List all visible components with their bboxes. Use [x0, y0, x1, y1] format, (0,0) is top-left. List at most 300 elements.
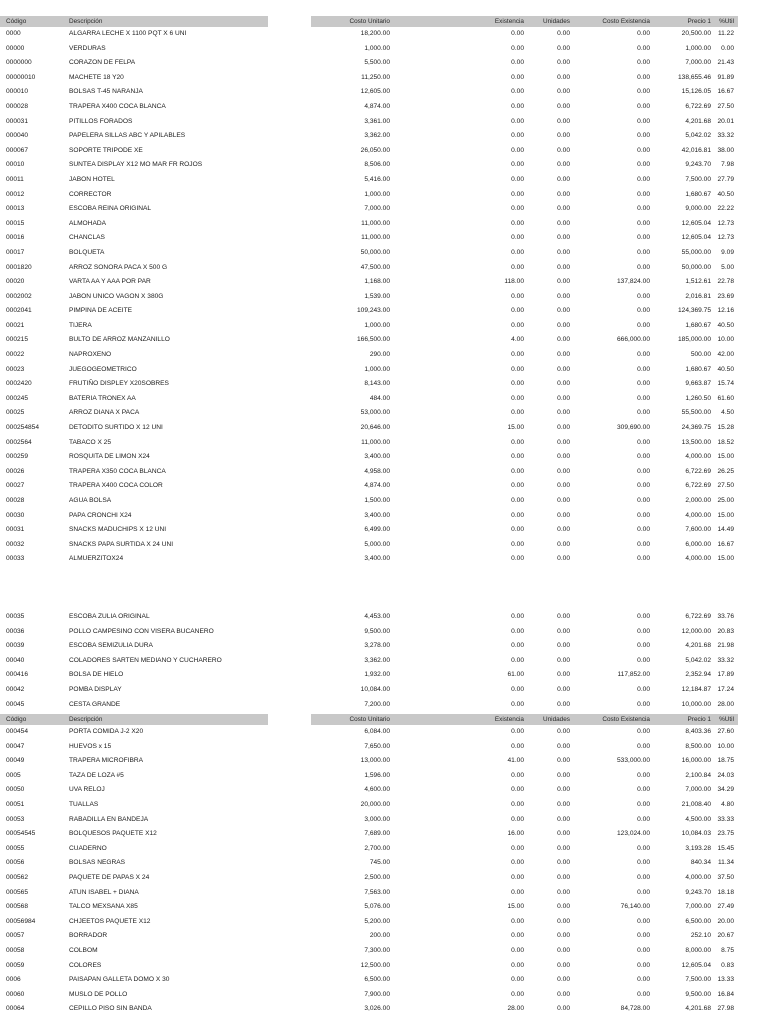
cell-precio1: 2,000.00 — [685, 497, 711, 504]
cell-costo-unitario: 5,000.00 — [364, 540, 390, 548]
cell-unidades: 0.00 — [557, 844, 570, 852]
cell-costo-unitario: 11,000.00 — [361, 438, 390, 446]
cell-util: 20.00 — [717, 917, 734, 925]
cell-existencia: 0.00 — [511, 175, 524, 183]
cell-codigo: 00036 — [6, 627, 25, 635]
cell-costo-existencia: 0.00 — [637, 888, 650, 896]
cell-costo-unitario: 13,000.00 — [360, 757, 390, 765]
table-row — [0, 71, 768, 86]
cell-codigo: 00053 — [6, 815, 25, 823]
cell-codigo: 000031 — [6, 117, 29, 125]
cell-existencia: 0.00 — [511, 161, 524, 169]
cell-codigo: 00055 — [6, 844, 25, 852]
table-row — [0, 509, 768, 524]
table-row — [0, 100, 768, 115]
cell-util: 38.00 — [717, 146, 734, 154]
cell-util: 27.50 — [717, 102, 734, 110]
cell-util: 8.75 — [721, 946, 734, 954]
cell-costo-unitario: 5,500.00 — [364, 59, 390, 67]
cell-existencia: 0.00 — [511, 786, 524, 794]
cell-costo-unitario: 745.00 — [369, 859, 390, 867]
cell-existencia: 0.00 — [511, 351, 524, 359]
cell-existencia: 0.00 — [511, 438, 524, 446]
cell-existencia: 0.00 — [511, 409, 524, 417]
cell-existencia: 0.00 — [511, 946, 524, 954]
header-costo-existencia: Costo Existencia — [602, 716, 650, 723]
cell-precio1: 55,500.00 — [681, 409, 711, 417]
cell-descripcion: JABON UNICO VAGON X 380G — [69, 292, 164, 300]
cell-codigo: 00023 — [6, 365, 25, 373]
cell-costo-existencia: 0.00 — [637, 175, 650, 183]
cell-descripcion: BATERIA TRONEX AA — [69, 394, 136, 402]
cell-unidades: 0.00 — [557, 917, 570, 925]
cell-util: 7.98 — [721, 161, 734, 169]
cell-costo-unitario: 10,084.00 — [360, 685, 390, 693]
cell-existencia: 0.00 — [511, 497, 524, 504]
cell-existencia: 0.00 — [511, 321, 524, 329]
cell-codigo: 000028 — [6, 102, 29, 110]
cell-existencia: 0.00 — [511, 800, 524, 808]
cell-codigo: 00026 — [6, 467, 25, 475]
cell-costo-unitario: 3,278.00 — [364, 642, 390, 650]
table-row — [0, 144, 768, 159]
cell-existencia: 0.00 — [511, 205, 524, 213]
cell-codigo: 000259 — [6, 453, 29, 461]
cell-unidades: 0.00 — [557, 467, 570, 475]
cell-costo-unitario: 4,958.00 — [364, 467, 390, 475]
cell-codigo: 000040 — [6, 132, 29, 140]
cell-precio1: 9,500.00 — [685, 990, 711, 998]
cell-util: 11.22 — [717, 30, 734, 37]
cell-unidades: 0.00 — [557, 526, 570, 534]
cell-descripcion: CUADERNO — [69, 844, 107, 852]
cell-unidades: 0.00 — [557, 671, 570, 679]
cell-precio1: 8,000.00 — [685, 946, 711, 954]
cell-precio1: 4,201.68 — [685, 642, 711, 650]
table-row — [0, 246, 768, 261]
cell-unidades: 0.00 — [557, 961, 570, 969]
table-row — [0, 538, 768, 553]
cell-costo-existencia: 0.00 — [637, 467, 650, 475]
cell-costo-unitario: 5,416.00 — [364, 175, 390, 183]
cell-precio1: 9,663.87 — [685, 380, 711, 388]
cell-costo-unitario: 166,500.00 — [356, 336, 390, 344]
cell-costo-existencia: 117,852.00 — [617, 671, 650, 679]
table-row — [0, 959, 768, 974]
cell-codigo: 00057 — [6, 932, 25, 940]
cell-util: 21.98 — [717, 642, 734, 650]
cell-descripcion: PAPA CRONCHI X24 — [69, 511, 132, 519]
cell-costo-unitario: 4,874.00 — [364, 102, 390, 110]
table-row — [0, 304, 768, 319]
cell-codigo: 00031 — [6, 526, 25, 534]
cell-costo-existencia: 0.00 — [637, 482, 650, 490]
cell-costo-unitario: 5,200.00 — [364, 917, 390, 925]
table-row — [0, 639, 768, 654]
cell-descripcion: PAISAPAN GALLETA DOMO X 30 — [69, 976, 170, 984]
cell-precio1: 9,243.70 — [685, 161, 711, 169]
cell-descripcion: BOLQUESOS PAQUETE X12 — [69, 830, 157, 838]
cell-costo-unitario: 4,453.00 — [364, 613, 390, 620]
table-row — [0, 494, 768, 509]
table-row — [0, 988, 768, 1003]
table-row — [0, 217, 768, 232]
cell-descripcion: VERDURAS — [69, 44, 106, 52]
cell-costo-unitario: 7,300.00 — [364, 946, 390, 954]
cell-unidades: 0.00 — [557, 482, 570, 490]
cell-costo-existencia: 0.00 — [637, 380, 650, 388]
cell-precio1: 252.10 — [690, 932, 711, 940]
cell-codigo: 00028 — [6, 497, 25, 504]
cell-descripcion: UVA RELOJ — [69, 786, 105, 794]
cell-costo-unitario: 47,500.00 — [360, 263, 390, 271]
cell-util: 18.75 — [717, 757, 734, 765]
cell-descripcion: BOLSAS T-45 NARANJA — [69, 88, 143, 96]
cell-util: 12.73 — [717, 219, 734, 227]
cell-unidades: 0.00 — [557, 394, 570, 402]
cell-costo-unitario: 2,500.00 — [364, 873, 390, 881]
cell-costo-unitario: 1,000.00 — [364, 44, 390, 52]
cell-util: 12.16 — [717, 307, 734, 315]
cell-descripcion: VARTA AA Y AAA POR PAR — [69, 278, 151, 286]
cell-codigo: 00040 — [6, 656, 25, 664]
cell-unidades: 0.00 — [557, 946, 570, 954]
table-row — [0, 158, 768, 173]
cell-precio1: 12,000.00 — [681, 627, 711, 635]
cell-existencia: 0.00 — [511, 248, 524, 256]
cell-descripcion: ESCOBA ZULIA ORIGINAL — [69, 613, 150, 620]
cell-util: 16.84 — [717, 990, 734, 998]
cell-util: 20.83 — [717, 627, 734, 635]
cell-costo-existencia: 0.00 — [637, 946, 650, 954]
cell-codigo: 00042 — [6, 685, 25, 693]
cell-existencia: 0.00 — [511, 394, 524, 402]
cell-descripcion: TRAPERA X400 COCA BLANCA — [69, 102, 166, 110]
cell-costo-unitario: 53,000.00 — [360, 409, 390, 417]
cell-unidades: 0.00 — [557, 728, 570, 735]
cell-costo-existencia: 0.00 — [637, 961, 650, 969]
cell-costo-unitario: 20,000.00 — [360, 800, 390, 808]
cell-util: 33.76 — [717, 613, 734, 620]
cell-precio1: 7,500.00 — [685, 175, 711, 183]
cell-util: 61.60 — [717, 394, 734, 402]
cell-costo-unitario: 1,596.00 — [364, 771, 390, 779]
cell-precio1: 8,403.36 — [685, 728, 711, 735]
cell-precio1: 42,016.81 — [681, 146, 711, 154]
cell-costo-existencia: 0.00 — [637, 771, 650, 779]
cell-costo-existencia: 0.00 — [637, 873, 650, 881]
cell-unidades: 0.00 — [557, 321, 570, 329]
cell-precio1: 9,243.70 — [685, 888, 711, 896]
cell-existencia: 0.00 — [511, 365, 524, 373]
header-precio1: Precio 1 — [687, 716, 711, 723]
cell-costo-existencia: 0.00 — [637, 656, 650, 664]
cell-costo-unitario: 7,200.00 — [364, 700, 390, 708]
cell-costo-unitario: 7,650.00 — [364, 742, 390, 750]
cell-descripcion: ALMOHADA — [69, 219, 107, 227]
cell-util: 10.00 — [717, 742, 734, 750]
cell-codigo: 00022 — [6, 351, 25, 359]
cell-costo-unitario: 1,000.00 — [364, 321, 390, 329]
cell-unidades: 0.00 — [557, 757, 570, 765]
header-costo-unitario: Costo Unitario — [349, 716, 390, 723]
cell-existencia: 0.00 — [511, 526, 524, 534]
cell-costo-unitario: 4,600.00 — [364, 786, 390, 794]
cell-costo-unitario: 50,000.00 — [360, 248, 390, 256]
cell-descripcion: POLLO CAMPESINO CON VISERA BUCANERO — [69, 627, 214, 635]
cell-unidades: 0.00 — [557, 59, 570, 67]
cell-descripcion: MACHETE 18 Y20 — [69, 73, 124, 81]
cell-costo-unitario: 2,700.00 — [364, 844, 390, 852]
cell-codigo: 0000000 — [6, 59, 32, 67]
cell-costo-existencia: 0.00 — [637, 117, 650, 125]
cell-costo-existencia: 0.00 — [637, 351, 650, 359]
cell-unidades: 0.00 — [557, 1005, 570, 1013]
cell-descripcion: JUEGOGEOMETRICO — [69, 365, 137, 373]
cell-unidades: 0.00 — [557, 102, 570, 110]
cell-precio1: 7,000.00 — [685, 59, 711, 67]
cell-costo-unitario: 109,243.00 — [356, 307, 390, 315]
cell-existencia: 0.00 — [511, 263, 524, 271]
cell-util: 20.67 — [717, 932, 734, 940]
table-row — [0, 900, 768, 915]
cell-existencia: 0.00 — [511, 555, 524, 563]
cell-unidades: 0.00 — [557, 424, 570, 432]
cell-descripcion: CORRECTOR — [69, 190, 112, 198]
cell-unidades: 0.00 — [557, 656, 570, 664]
table-row — [0, 392, 768, 407]
table-row — [0, 363, 768, 378]
cell-codigo: 00011 — [6, 175, 24, 183]
cell-descripcion: COLBOM — [69, 946, 98, 954]
cell-costo-existencia: 0.00 — [637, 800, 650, 808]
cell-costo-unitario: 7,563.00 — [364, 888, 390, 896]
cell-descripcion: ARROZ DIANA X PACA — [69, 409, 140, 417]
cell-precio1: 10,000.00 — [681, 700, 711, 708]
cell-unidades: 0.00 — [557, 932, 570, 940]
cell-costo-unitario: 3,000.00 — [364, 815, 390, 823]
cell-descripcion: TRAPERA X400 COCA COLOR — [69, 482, 163, 490]
cell-existencia: 0.00 — [511, 511, 524, 519]
cell-util: 15.00 — [717, 511, 734, 519]
cell-descripcion: TIJERA — [69, 321, 92, 329]
cell-util: 91.89 — [717, 73, 734, 81]
header-util: %Util — [719, 716, 734, 723]
cell-precio1: 4,000.00 — [685, 511, 711, 519]
cell-codigo: 00056984 — [6, 917, 36, 925]
cell-precio1: 12,605.04 — [681, 219, 711, 227]
cell-precio1: 12,605.04 — [681, 234, 711, 242]
cell-codigo: 000454 — [6, 728, 29, 735]
cell-util: 22.22 — [717, 205, 734, 213]
table-row — [0, 333, 768, 348]
cell-unidades: 0.00 — [557, 700, 570, 708]
cell-descripcion: PAQUETE DE PAPAS X 24 — [69, 873, 150, 881]
cell-util: 23.69 — [717, 292, 734, 300]
cell-descripcion: TABACO X 25 — [69, 438, 112, 446]
cell-codigo: 00049 — [6, 757, 25, 765]
cell-descripcion: PAPELERA SILLAS ABC Y APILABLES — [69, 132, 186, 140]
cell-unidades: 0.00 — [557, 540, 570, 548]
cell-costo-existencia: 0.00 — [637, 497, 650, 504]
cell-precio1: 7,500.00 — [685, 976, 711, 984]
header-util: %Util — [719, 18, 734, 25]
cell-existencia: 0.00 — [511, 815, 524, 823]
cell-descripcion: CHJEETOS PAQUETE X12 — [69, 917, 151, 925]
cell-costo-unitario: 18,200.00 — [360, 30, 390, 37]
table-row — [0, 698, 768, 713]
cell-costo-existencia: 0.00 — [637, 990, 650, 998]
cell-existencia: 0.00 — [511, 742, 524, 750]
cell-precio1: 4,000.00 — [685, 873, 711, 881]
cell-util: 42.00 — [717, 351, 734, 359]
cell-existencia: 118.00 — [504, 278, 524, 286]
cell-util: 40.50 — [717, 365, 734, 373]
cell-codigo: 000067 — [6, 146, 29, 154]
cell-existencia: 0.00 — [511, 700, 524, 708]
cell-unidades: 0.00 — [557, 263, 570, 271]
cell-descripcion: POMBA DISPLAY — [69, 685, 122, 693]
cell-costo-unitario: 1,000.00 — [364, 190, 390, 198]
cell-precio1: 8,500.00 — [685, 742, 711, 750]
cell-existencia: 0.00 — [511, 873, 524, 881]
table-section-2 — [0, 610, 768, 712]
cell-existencia: 16.00 — [507, 830, 524, 838]
cell-unidades: 0.00 — [557, 190, 570, 198]
cell-costo-existencia: 0.00 — [637, 844, 650, 852]
cell-descripcion: SOPORTE TRIPODE XE — [69, 146, 143, 154]
table-row — [0, 610, 768, 625]
cell-util: 24.03 — [717, 771, 734, 779]
cell-costo-existencia: 309,690.00 — [616, 424, 650, 432]
cell-util: 0.00 — [721, 44, 734, 52]
cell-existencia: 0.00 — [511, 656, 524, 664]
cell-unidades: 0.00 — [557, 351, 570, 359]
cell-util: 17.89 — [717, 671, 734, 679]
table-row — [0, 944, 768, 959]
cell-costo-existencia: 0.00 — [637, 642, 650, 650]
cell-costo-existencia: 0.00 — [637, 30, 650, 37]
cell-codigo: 0000 — [6, 30, 21, 37]
table-row — [0, 769, 768, 784]
table-row — [0, 654, 768, 669]
cell-unidades: 0.00 — [557, 205, 570, 213]
table-row — [0, 85, 768, 100]
cell-codigo: 00013 — [6, 205, 25, 213]
cell-descripcion: BORRADOR — [69, 932, 108, 940]
table-section-3 — [0, 725, 768, 1017]
cell-costo-existencia: 0.00 — [637, 132, 650, 140]
cell-precio1: 840.34 — [690, 859, 711, 867]
cell-descripcion: BOLSAS NEGRAS — [69, 859, 126, 867]
cell-descripcion: BOLSA DE HIELO — [69, 671, 124, 679]
cell-unidades: 0.00 — [557, 555, 570, 563]
cell-util: 34.29 — [717, 786, 734, 794]
cell-codigo: 000215 — [6, 336, 29, 344]
cell-costo-unitario: 290.00 — [369, 351, 390, 359]
cell-descripcion: TRAPERA X350 COCA BLANCA — [69, 467, 166, 475]
cell-precio1: 12,184.87 — [681, 685, 711, 693]
cell-unidades: 0.00 — [557, 511, 570, 519]
cell-codigo: 00000010 — [6, 73, 36, 81]
cell-descripcion: BOLQUETA — [69, 248, 105, 256]
table-row — [0, 275, 768, 290]
cell-unidades: 0.00 — [557, 830, 570, 838]
cell-unidades: 0.00 — [557, 800, 570, 808]
cell-existencia: 4.00 — [511, 336, 524, 344]
cell-costo-unitario: 6,500.00 — [364, 976, 390, 984]
cell-util: 9.09 — [721, 248, 734, 256]
cell-unidades: 0.00 — [557, 613, 570, 620]
cell-util: 37.50 — [717, 873, 734, 881]
cell-precio1: 4,201.68 — [685, 1005, 711, 1013]
cell-util: 26.25 — [717, 467, 734, 475]
cell-util: 27.98 — [717, 1005, 734, 1013]
cell-existencia: 0.00 — [511, 117, 524, 125]
cell-precio1: 16,000.00 — [681, 757, 711, 765]
cell-costo-existencia: 0.00 — [637, 540, 650, 548]
cell-costo-existencia: 0.00 — [637, 190, 650, 198]
table-row — [0, 683, 768, 698]
cell-descripcion: FRUTIÑO DISPLEY X20SOBRES — [69, 380, 169, 388]
cell-util: 16.67 — [717, 88, 734, 96]
cell-costo-existencia: 123,024.00 — [616, 830, 650, 838]
cell-precio1: 185,000.00 — [677, 336, 711, 344]
cell-costo-existencia: 0.00 — [637, 146, 650, 154]
cell-costo-unitario: 8,506.00 — [364, 161, 390, 169]
cell-costo-existencia: 0.00 — [637, 815, 650, 823]
cell-existencia: 0.00 — [511, 73, 524, 81]
cell-descripcion: JABON HOTEL — [69, 175, 115, 183]
cell-existencia: 0.00 — [511, 219, 524, 227]
cell-existencia: 0.00 — [511, 132, 524, 140]
cell-util: 27.49 — [717, 903, 734, 911]
cell-existencia: 0.00 — [511, 467, 524, 475]
cell-costo-unitario: 9,500.00 — [364, 627, 390, 635]
cell-codigo: 0005 — [6, 771, 21, 779]
table-row — [0, 261, 768, 276]
cell-descripcion: CESTA GRANDE — [69, 700, 121, 708]
cell-existencia: 0.00 — [511, 234, 524, 242]
cell-util: 4.80 — [721, 800, 734, 808]
cell-costo-unitario: 1,168.00 — [364, 278, 390, 286]
cell-codigo: 00056 — [6, 859, 25, 867]
cell-existencia: 0.00 — [511, 540, 524, 548]
cell-costo-unitario: 1,539.00 — [364, 292, 390, 300]
cell-codigo: 00045 — [6, 700, 25, 708]
table-row — [0, 115, 768, 130]
cell-precio1: 2,016.81 — [685, 292, 711, 300]
cell-existencia: 0.00 — [511, 771, 524, 779]
cell-precio1: 20,500.00 — [681, 30, 711, 37]
cell-util: 33.32 — [717, 656, 734, 664]
cell-costo-existencia: 0.00 — [637, 976, 650, 984]
cell-costo-existencia: 0.00 — [637, 102, 650, 110]
header-descripcion: Descripción — [69, 18, 103, 25]
cell-codigo: 00050 — [6, 786, 25, 794]
table-row — [0, 523, 768, 538]
cell-costo-existencia: 0.00 — [637, 394, 650, 402]
cell-costo-existencia: 0.00 — [637, 307, 650, 315]
cell-util: 11.34 — [717, 859, 734, 867]
cell-existencia: 0.00 — [511, 685, 524, 693]
cell-codigo: 000245 — [6, 394, 29, 402]
cell-unidades: 0.00 — [557, 888, 570, 896]
cell-costo-existencia: 0.00 — [637, 917, 650, 925]
cell-existencia: 0.00 — [511, 859, 524, 867]
cell-codigo: 00064 — [6, 1005, 25, 1013]
cell-costo-unitario: 3,361.00 — [364, 117, 390, 125]
